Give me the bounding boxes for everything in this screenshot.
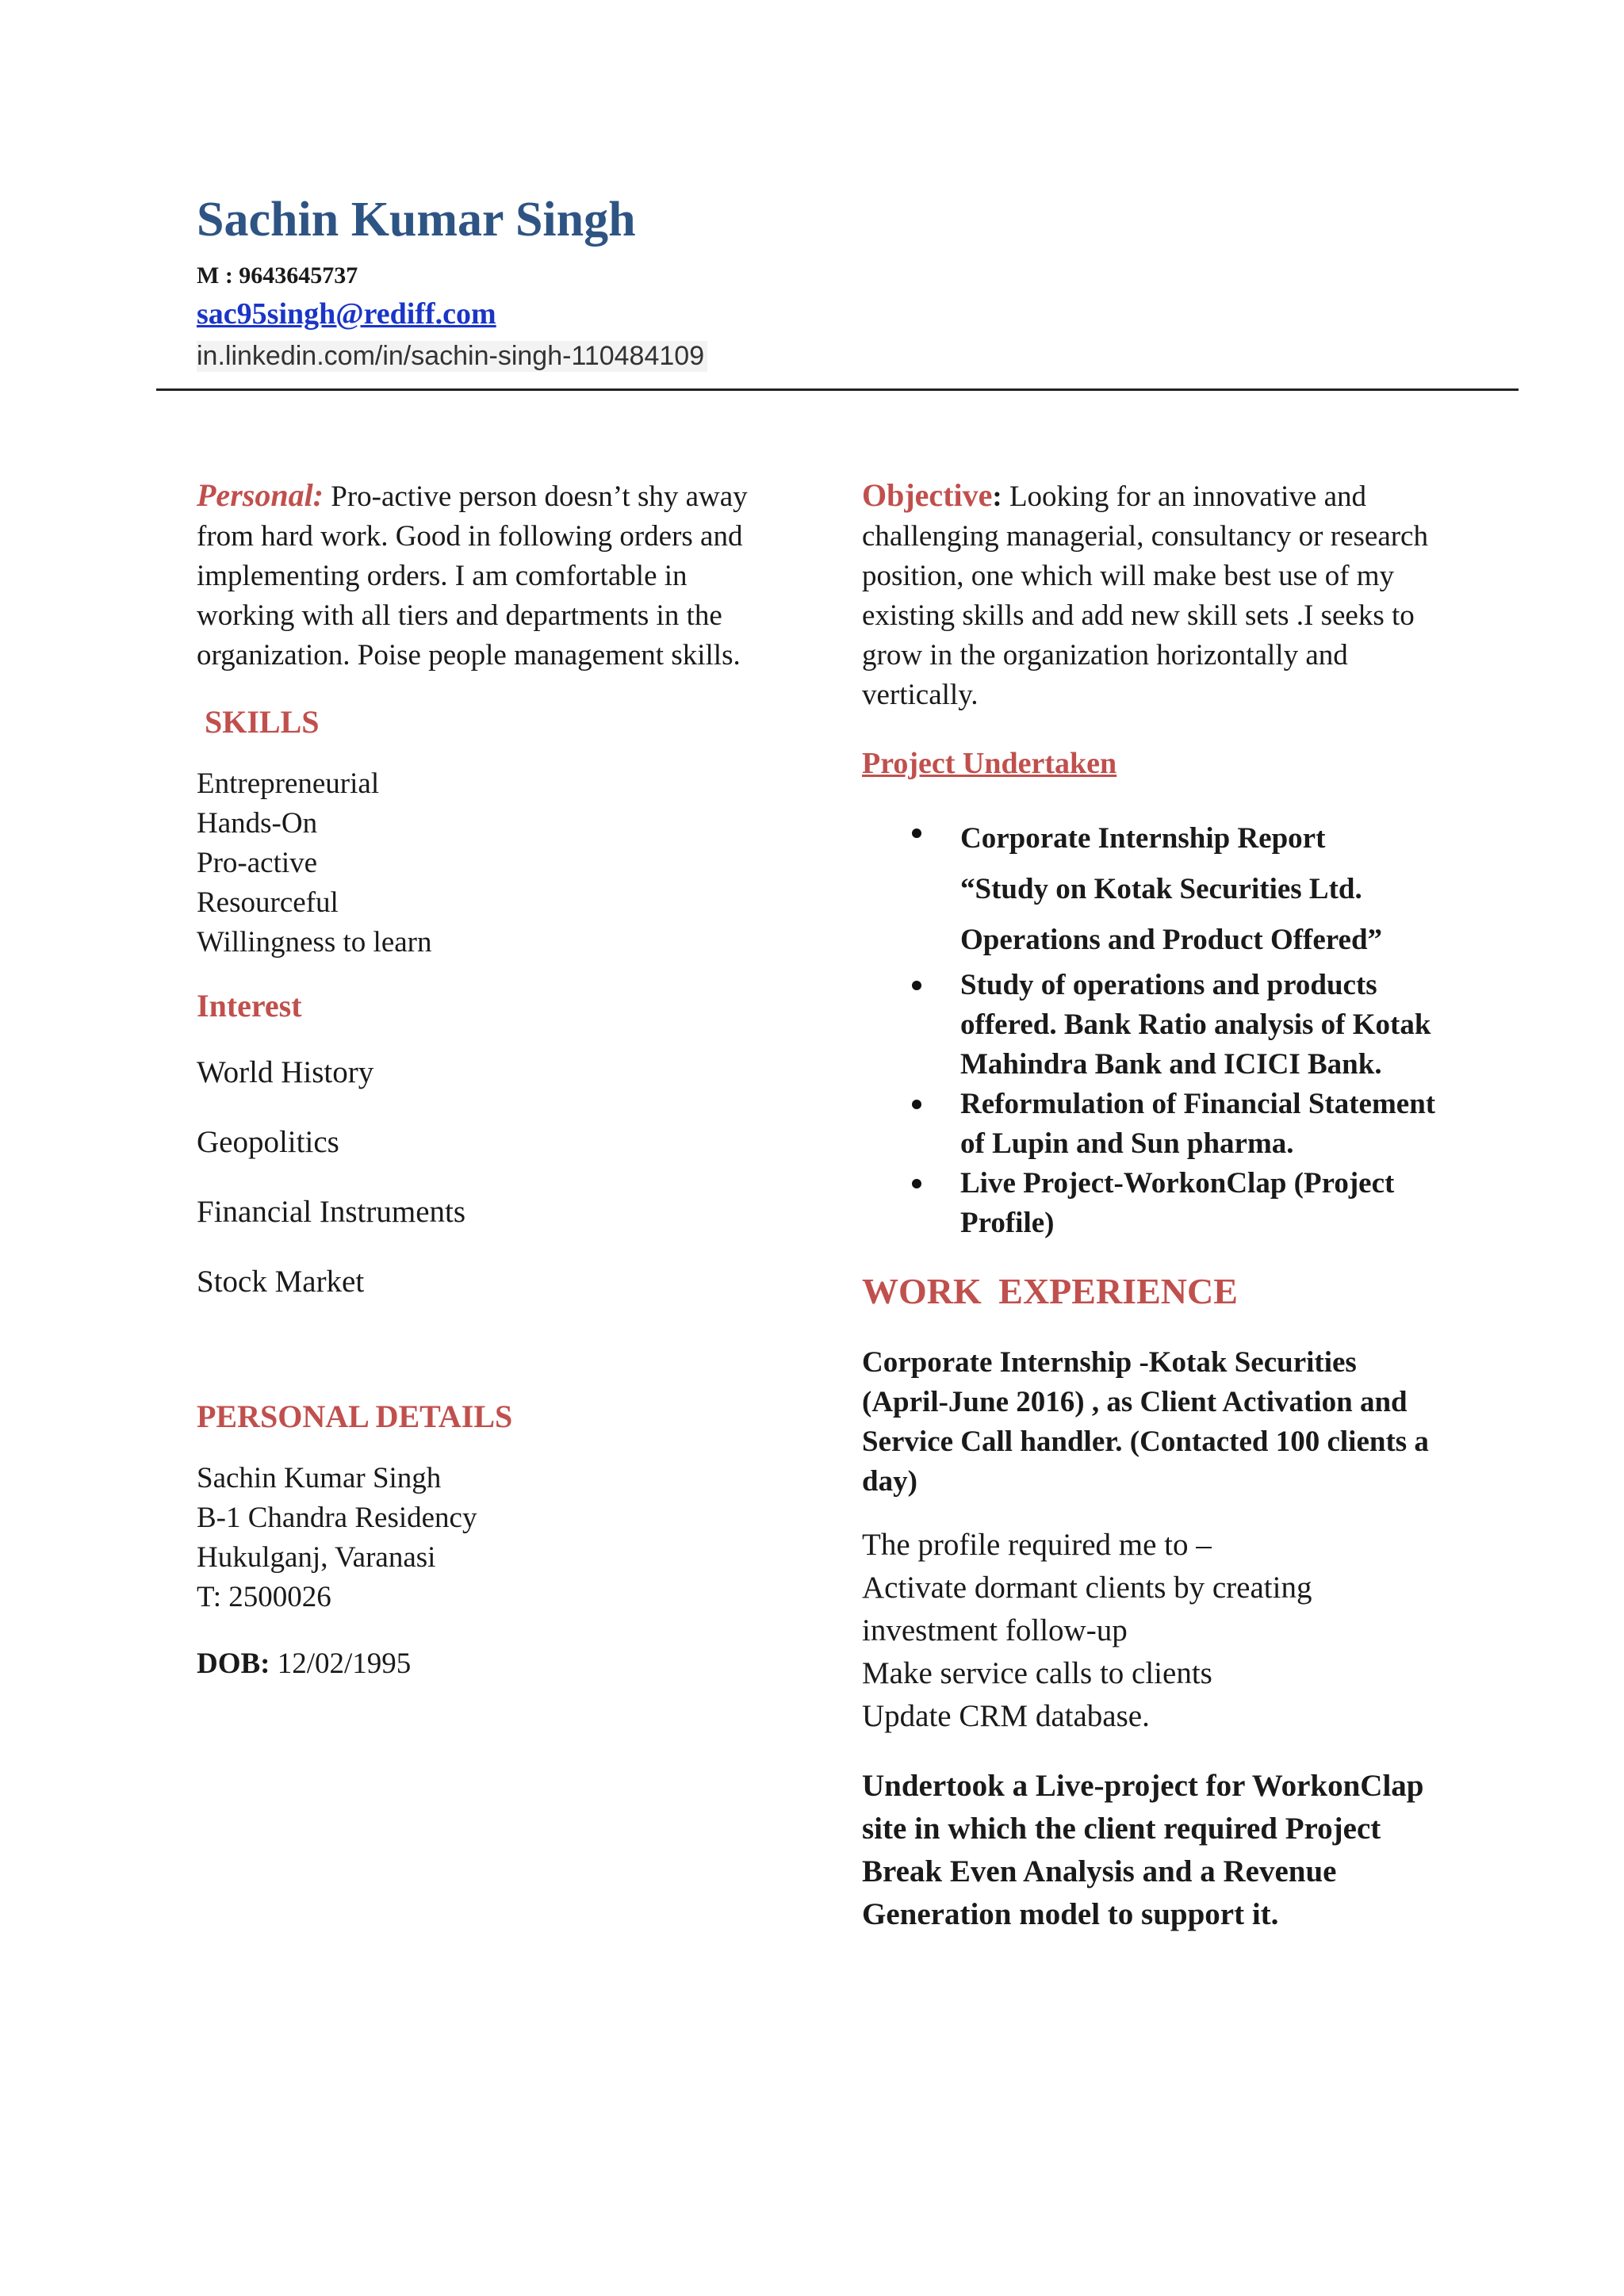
- project-list: [862, 813, 1449, 1243]
- work-experience-heading: WORK EXPERIENCE: [862, 1271, 1238, 1311]
- work-role: Corporate Internship -Kotak Securities (April-June 2016) , as Client Activation and Service Call handler. (Contacted 100 clients a day): [862, 1346, 1429, 1498]
- interest-heading: Interest: [197, 988, 302, 1024]
- interest-item: Financial Instruments: [197, 1195, 466, 1229]
- skill-item: Entrepreneurial: [197, 767, 380, 800]
- project-line: Operations and Product Offered”: [960, 924, 1383, 956]
- project-line: “Study on Kotak Securities Ltd.: [960, 873, 1362, 905]
- interest-list: [197, 1053, 783, 1302]
- detail-line: Hukulganj, Varanasi: [197, 1541, 436, 1574]
- dob-value: 12/02/1995: [270, 1647, 412, 1680]
- objective-label: Objective: [862, 477, 993, 513]
- dob-label: DOB:: [197, 1647, 270, 1680]
- project-item: [862, 1085, 1449, 1164]
- profile-line: Update CRM database.: [862, 1699, 1150, 1733]
- work-profile: [862, 1524, 1449, 1738]
- skill-item: Pro-active: [197, 847, 318, 879]
- skill-item: Resourceful: [197, 886, 339, 919]
- profile-line: Activate dormant clients by creating investment follow-up: [862, 1571, 1312, 1647]
- email-link[interactable]: sac95singh@rediff.com: [197, 297, 496, 331]
- skill-item: Hands-On: [197, 807, 318, 840]
- profile-line: Make service calls to clients: [862, 1656, 1212, 1690]
- live-project-summary: Undertook a Live-project for WorkonClap site in which the client required Project Break Even Analysis and a Revenue Generation model to support it.: [862, 1769, 1424, 1931]
- detail-line: B-1 Chandra Residency: [197, 1502, 477, 1534]
- dob-line: [197, 1644, 783, 1684]
- personal-details-heading: PERSONAL DETAILS: [197, 1399, 513, 1434]
- project-line: Study of operations and products offered. Bank Ratio analysis of Kotak Mahindra Bank and ICICI Bank.: [960, 969, 1431, 1081]
- linkedin-url[interactable]: in.linkedin.com/in/sachin-singh-110484109: [197, 341, 707, 372]
- left-column: [197, 476, 783, 1684]
- objective-colon: :: [992, 480, 1002, 513]
- interest-item: World History: [197, 1055, 374, 1089]
- project-item: [862, 813, 1449, 966]
- bullet-icon: [912, 1100, 921, 1109]
- detail-line: T: 2500026: [197, 1581, 331, 1613]
- project-item: [862, 1164, 1449, 1243]
- skill-item: Willingness to learn: [197, 926, 432, 959]
- right-column: [862, 476, 1449, 1936]
- project-line: Corporate Internship Report: [960, 822, 1326, 855]
- personal-summary: [197, 476, 783, 675]
- project-line: Reformulation of Financial Statement of Lupin and Sun pharma.: [960, 1088, 1436, 1160]
- personal-label: Personal:: [197, 477, 324, 513]
- objective-summary: [862, 476, 1449, 715]
- interest-item: Geopolitics: [197, 1125, 339, 1159]
- bullet-icon: [912, 828, 921, 838]
- detail-line: Sachin Kumar Singh: [197, 1462, 442, 1494]
- project-line: Live Project-WorkonClap (Project Profile): [960, 1167, 1395, 1239]
- interest-item: Stock Market: [197, 1265, 365, 1299]
- bullet-icon: [912, 981, 921, 990]
- skills-heading: SKILLS: [205, 704, 320, 740]
- skills-list: [197, 764, 783, 962]
- project-heading: Project Undertaken: [862, 747, 1117, 780]
- candidate-name: Sachin Kumar Singh: [197, 193, 636, 247]
- profile-line: The profile required me to –: [862, 1528, 1212, 1562]
- personal-details-block: [197, 1459, 783, 1684]
- project-item: [862, 966, 1449, 1085]
- bullet-icon: [912, 1179, 921, 1188]
- phone-number: M : 9643645737: [197, 262, 358, 289]
- objective-text: Looking for an innovative and challenging managerial, consultancy or research position, one which will make best use of my existing skills and add new skill sets .I seeks to grow in the organization horizontally and vertically.: [862, 480, 1428, 711]
- personal-text: Pro-active person doesn’t shy away from hard work. Good in following orders and implementing orders. I am comfortable in working with all tiers and departments in the organization. Poise people management skills.: [197, 480, 748, 672]
- header-divider: [156, 388, 1519, 391]
